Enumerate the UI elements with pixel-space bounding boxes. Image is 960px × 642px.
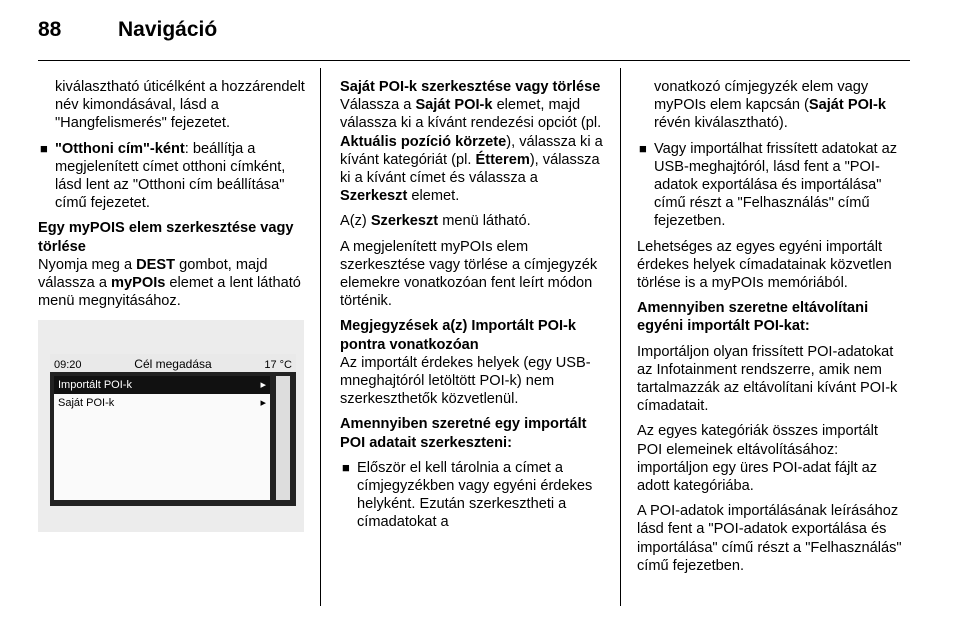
status-bar	[50, 354, 296, 372]
menu-item-imported-poi[interactable]: Importált POI-k ▸	[54, 376, 270, 394]
column-divider-2	[620, 68, 621, 606]
bullet-label: "Otthoni cím"-ként	[55, 140, 185, 157]
paragraph: A(z) Szerkeszt menü látható.	[340, 213, 531, 230]
section-heading: Amennyiben szeretné egy importált POI adatait szerkeszteni:	[340, 416, 587, 451]
display-screen	[50, 354, 296, 506]
paragraph: Nyomja meg a DEST gombot, majd válassza a myPOIs elemet a lent látható menü megnyitásához.	[38, 256, 301, 310]
page-number: 88	[38, 18, 62, 41]
bullet-text: : beállítja a megjelenített címet otthoni címként, lásd lent az "Otthoni cím beállítása" című fejezetet.	[55, 140, 286, 212]
column-1	[38, 78, 306, 540]
arrow-right-icon: ▸	[260, 379, 266, 392]
bullet-item	[637, 140, 905, 231]
bullet-item	[38, 140, 306, 213]
paragraph: vonatkozó címjegyzék elem vagy myPOIs elem kapcsán (Saját POI-k révén kiválasztható).	[654, 79, 886, 132]
scrollbar[interactable]	[276, 376, 290, 500]
paragraph: A POI-adatok importálásának leírásához lásd fent a "POI-adatok exportálása és importálása" című részt a "Felhasználás" című fejezetben.	[637, 503, 902, 574]
bullet-icon: ■	[639, 140, 647, 156]
bullet-item	[340, 459, 604, 532]
screenshot-figure	[38, 320, 304, 532]
column-divider-1	[320, 68, 321, 606]
bullet-icon: ■	[342, 459, 350, 475]
paragraph: kiválasztható úticélként a hozzárendelt név kimondásával, lásd a "Hangfelismerés" fejezetet.	[55, 79, 305, 132]
paragraph: Lehetséges az egyes egyéni importált érdekes helyek címadatainak közvetlen törlése is a myPOIs memóriából.	[637, 238, 892, 292]
paragraph: Importáljon olyan frissített POI-adatokat az Infotainment rendszerre, amik nem tartalmazzák az eltávolítani kívánt POI-k címadatait.	[637, 343, 898, 415]
screen-title: Cél megadása	[134, 357, 212, 372]
paragraph: A megjelenített myPOIs elem szerkesztése vagy törlése a címjegyzék elemekre vonatkozóan fent leírt módon történik.	[340, 238, 598, 310]
section-heading: Megjegyzések a(z) Importált POI-k pontra vonatkozóan	[340, 318, 576, 353]
section-heading: Saját POI-k szerkesztése vagy törlése	[340, 79, 601, 95]
column-3	[637, 78, 905, 582]
column-2	[340, 78, 604, 539]
temperature: 17 °C	[264, 359, 292, 372]
section-heading: Amennyiben szeretne eltávolítani egyéni importált POI-kat:	[637, 300, 869, 335]
header-rule	[38, 60, 910, 61]
bullet-text: Vagy importálhat frissített adatokat az USB-meghajtóról, lásd fent a "POI-adatok exportálása és importálása" című részt a "Felhasználás" című fejezetben.	[654, 140, 898, 230]
bullet-text: Először el kell tárolnia a címet a címjegyzékben vagy egyéni érdekes helyként. Ezután szerkesztheti a címadatokat a	[357, 459, 593, 531]
paragraph: Az egyes kategóriák összes importált POI elemeinek eltávolításához: importáljon egy üres POI-adat fájlt az adott kategóriába.	[637, 423, 878, 495]
bullet-icon: ■	[40, 140, 48, 156]
section-heading: Egy myPOIS elem szerkesztése vagy törlése	[38, 220, 294, 255]
menu-item-own-poi[interactable]: Saját POI-k ▸	[54, 394, 270, 412]
arrow-right-icon: ▸	[260, 397, 266, 410]
paragraph: Az importált érdekes helyek (egy USB-mneghajtóról letöltött POI-k) nem szerkeszthetők közvetlenül.	[340, 354, 591, 408]
menu-list	[54, 376, 270, 500]
paragraph: Válassza a Saját POI-k elemet, majd válassza ki a kívánt rendezési opciót (pl. Aktuális pozíció körzete), válassza ki a kívánt kategóriát (pl. Étterem), válassza ki a kívánt címet és válassza a Szerkeszt elemet.	[340, 97, 603, 205]
page-title: Navigáció	[118, 18, 218, 41]
clock: 09:20	[54, 359, 82, 372]
